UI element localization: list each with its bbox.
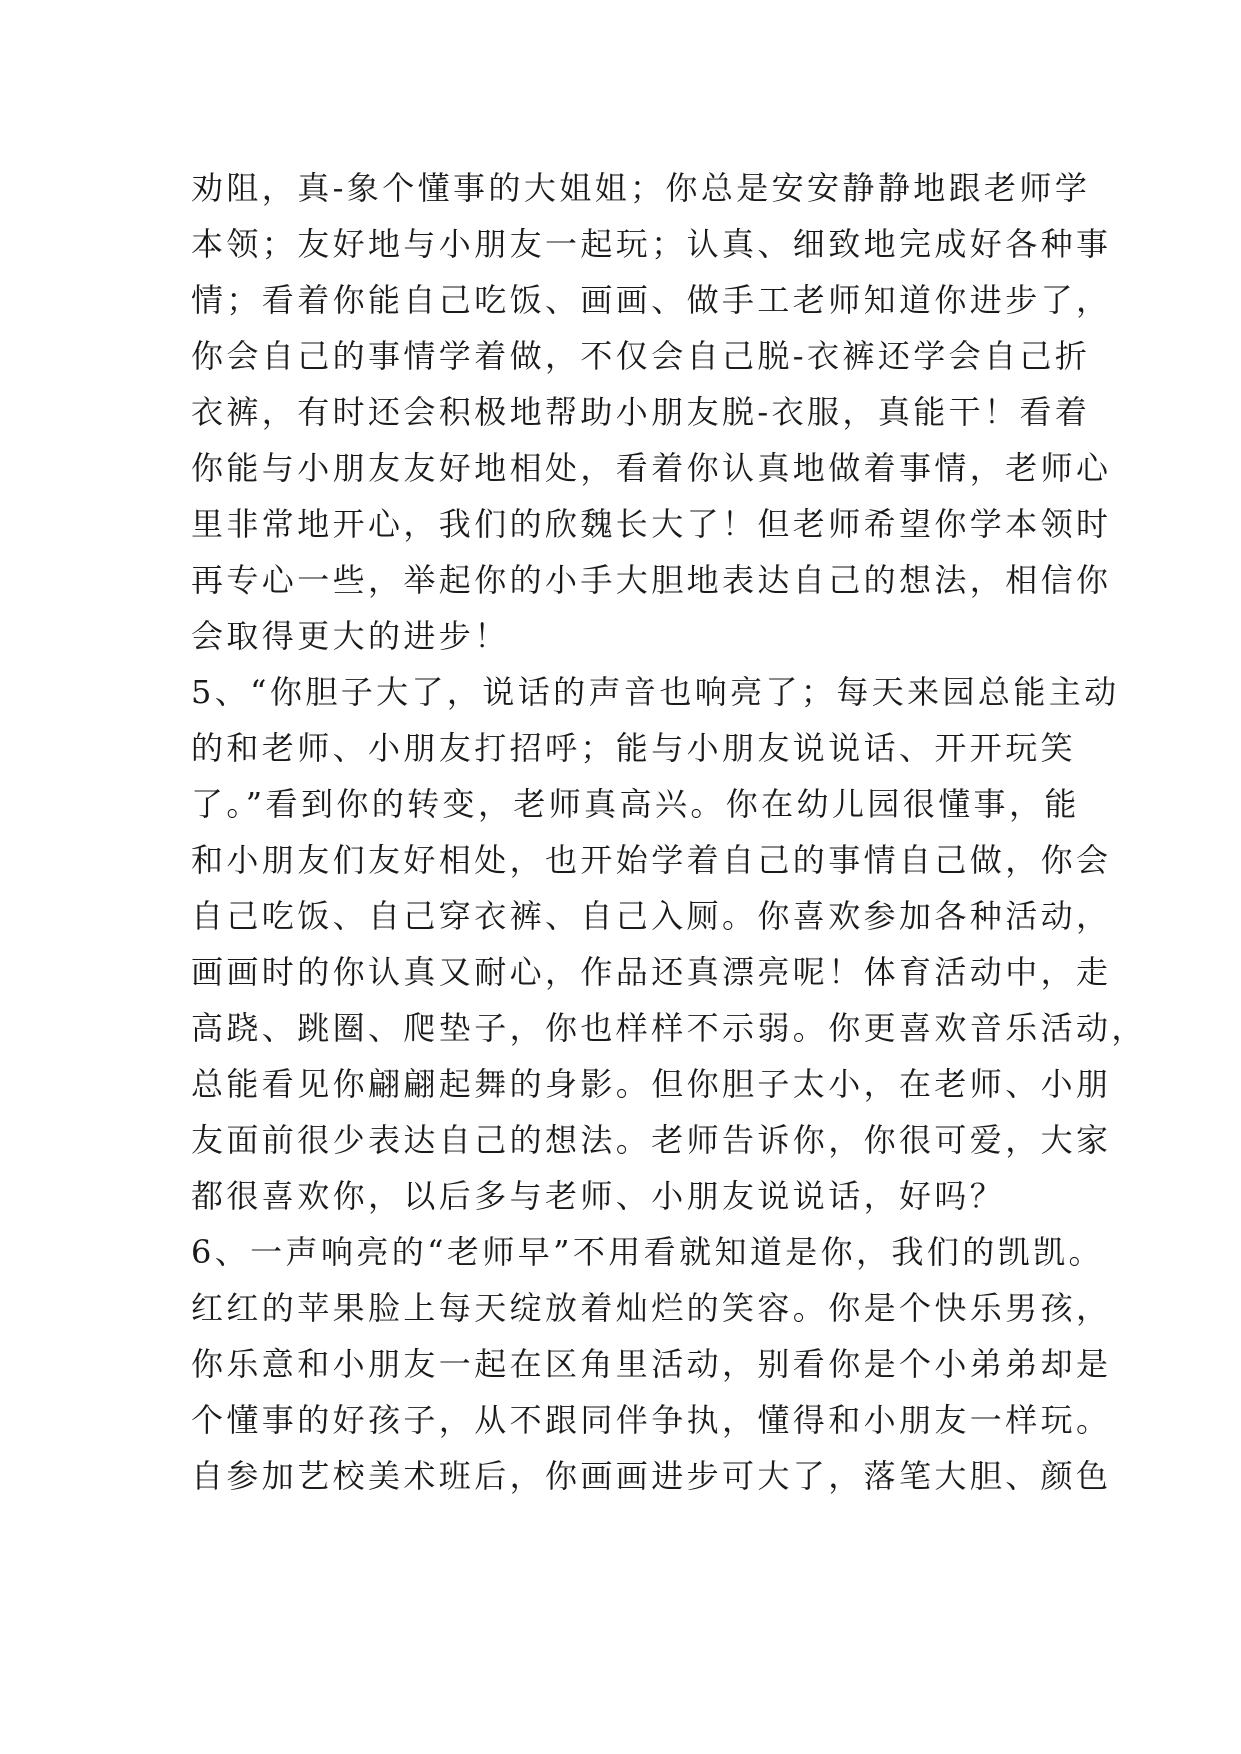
- text-line: 友面前很少表达自己的想法。老师告诉你，你很可爱，大家: [191, 1121, 1112, 1159]
- text-line: 了。”看到你的转变，老师真高兴。你在幼儿园很懂事，能: [191, 785, 1080, 823]
- text-line: 红红的苹果脸上每天绽放着灿烂的笑容。你是个快乐男孩，: [191, 1289, 1112, 1327]
- text-line: 你乐意和小朋友一起在区角里活动，别看你是个小弟弟却是: [191, 1345, 1112, 1383]
- text-line: 衣裤，有时还会积极地帮助小朋友脱-衣服，真能干！看着: [191, 393, 1091, 431]
- text-line: 情；看着你能自己吃饭、画画、做手工老师知道你进步了，: [191, 281, 1112, 319]
- text-line: 和小朋友们友好相处，也开始学着自己的事情自己做，你会: [191, 841, 1112, 879]
- text-line: 总能看见你翩翩起舞的身影。但你胆子太小，在老师、小朋: [191, 1065, 1112, 1103]
- text-line: 6、一声响亮的“老师早”不用看就知道是你，我们的凯凯。: [191, 1233, 1104, 1271]
- text-line: 个懂事的好孩子，从不跟同伴争执，懂得和小朋友一样玩。: [191, 1401, 1112, 1439]
- text-line: 你能与小朋友友好地相处，看着你认真地做着事情，老师心: [191, 449, 1112, 487]
- text-line: 的和老师、小朋友打招呼；能与小朋友说说话、开开玩笑: [191, 729, 1077, 767]
- text-line: 再专心一些，举起你的小手大胆地表达自己的想法，相信你: [191, 561, 1112, 599]
- text-line: 劝阻，真-象个懂事的大姐姐；你总是安安静静地跟老师学: [191, 169, 1091, 207]
- text-line: 里非常地开心，我们的欣魏长大了！但老师希望你学本领时: [191, 505, 1112, 543]
- text-line: 都很喜欢你，以后多与老师、小朋友说说话，好吗？: [191, 1177, 1006, 1215]
- text-line: 自己吃饭、自己穿衣裤、自己入厕。你喜欢参加各种活动，: [191, 897, 1112, 935]
- text-line: 画画时的你认真又耐心，作品还真漂亮呢！体育活动中，走: [191, 953, 1112, 991]
- text-line: 自参加艺校美术班后，你画画进步可大了，落笔大胆、颜色: [191, 1457, 1112, 1495]
- text-line: 5、“你胆子大了，说话的声音也响亮了；每天来园总能主动: [191, 673, 1120, 711]
- text-line: 本领；友好地与小朋友一起玩；认真、细致地完成好各种事: [191, 225, 1112, 263]
- text-line: 会取得更大的进步！: [191, 617, 510, 655]
- text-line: 高跷、跳圈、爬垫子，你也样样不示弱。你更喜欢音乐活动，: [191, 1009, 1147, 1047]
- text-line: 你会自己的事情学着做，不仅会自己脱-衣裤还学会自己折: [191, 337, 1091, 375]
- document-body: [191, 160, 1147, 1504]
